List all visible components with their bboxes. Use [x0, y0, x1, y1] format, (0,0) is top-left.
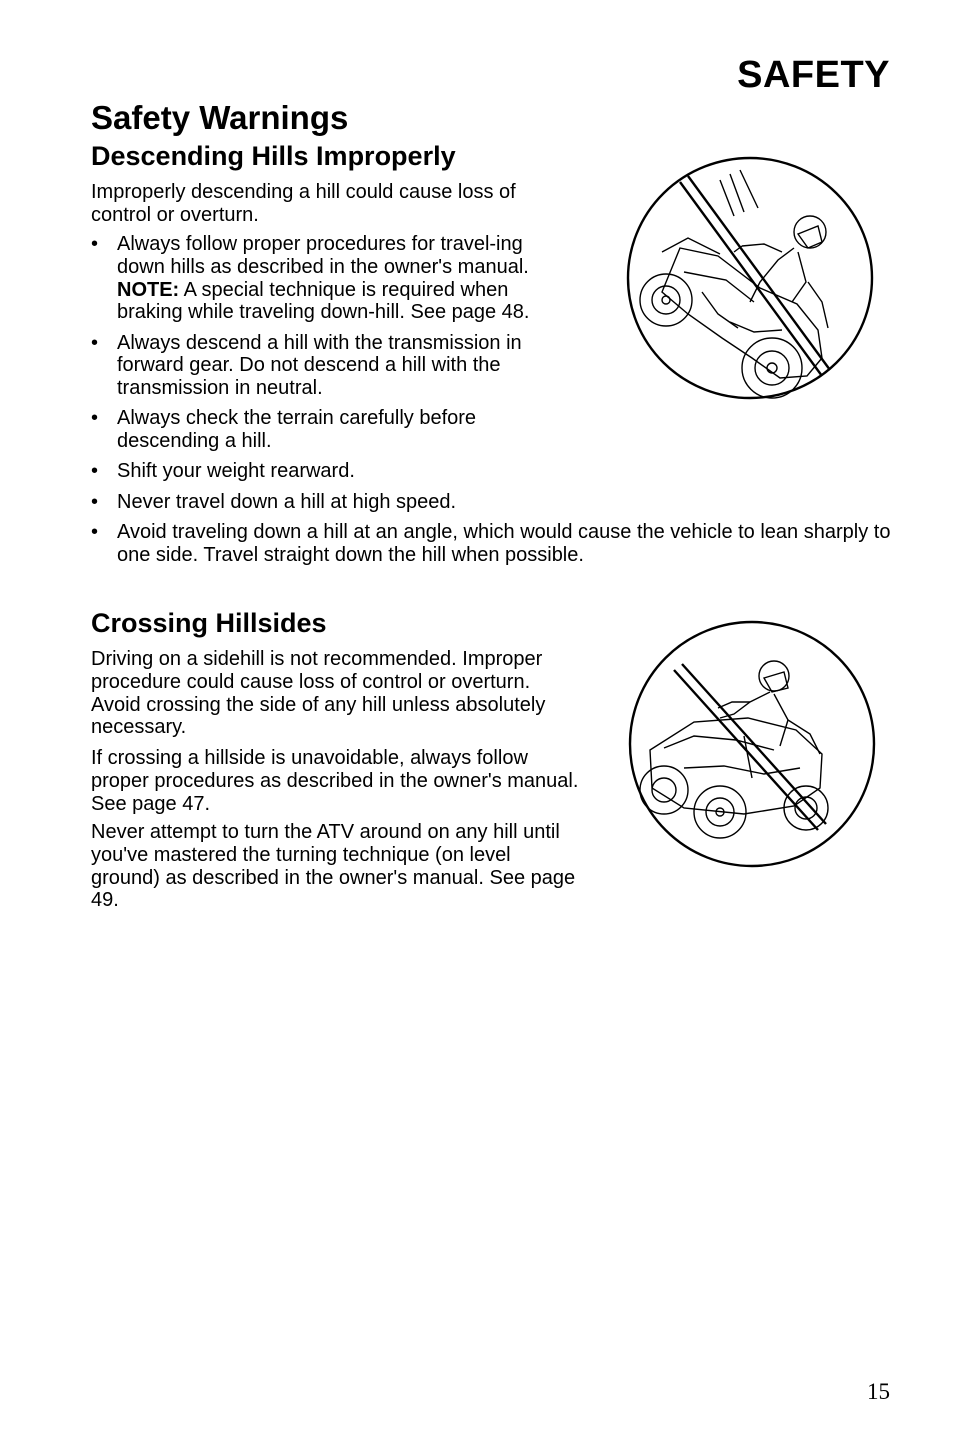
descending-intro: Improperly descending a hill could cause loss of control or overturn. — [91, 181, 516, 226]
list-item — [91, 491, 563, 514]
bullet-text: Shift your weight rearward. — [117, 460, 355, 483]
crossing-paragraph: Driving on a sidehill is not recommended. Improper procedure could cause loss of control or overturn. Avoid crossing the side of any hill unless absolutely necessary. — [91, 648, 546, 739]
list-item — [91, 332, 563, 400]
crossing-paragraph: Never attempt to turn the ATV around on any hill until you've mastered the turning technique (on level ground) as described in the owner's manual. See page 49. — [91, 821, 576, 912]
bullet-text: Always follow proper procedures for travel-ing down hills as described in the owner's manual. — [117, 233, 529, 278]
list-item — [91, 521, 897, 567]
bullet-text: Avoid traveling down a hill at an angle, which would cause the vehicle to lean sharply to one side. Travel straight down the hill when possible. — [117, 520, 891, 566]
list-item — [91, 460, 563, 483]
section-label: SAFETY — [737, 54, 890, 96]
bullet-text: Always check the terrain carefully before descending a hill. — [117, 407, 477, 453]
page-title: Safety Warnings — [91, 99, 349, 136]
descending-heading: Descending Hills Improperly — [91, 141, 456, 171]
bullet-text: A special technique is required when braking while traveling down-hill. See page 48. — [117, 278, 530, 324]
crossing-heading: Crossing Hillsides — [91, 608, 327, 638]
page-number: 15 — [867, 1379, 890, 1404]
bullet-text: Always descend a hill with the transmission in forward gear. Do not descend a hill with the transmission in neutral. — [117, 331, 522, 400]
list-item — [91, 233, 563, 324]
crossing-paragraph: If crossing a hillside is unavoidable, always follow proper procedures as described in the owner's manual. See page 47. — [91, 747, 579, 815]
prohibited-descending-atv-icon — [622, 152, 878, 404]
bullet-text: Never travel down a hill at high speed. — [117, 490, 457, 513]
list-item — [91, 407, 563, 453]
prohibited-sidehill-atv-icon — [624, 618, 880, 870]
note-label: NOTE: — [117, 278, 180, 301]
